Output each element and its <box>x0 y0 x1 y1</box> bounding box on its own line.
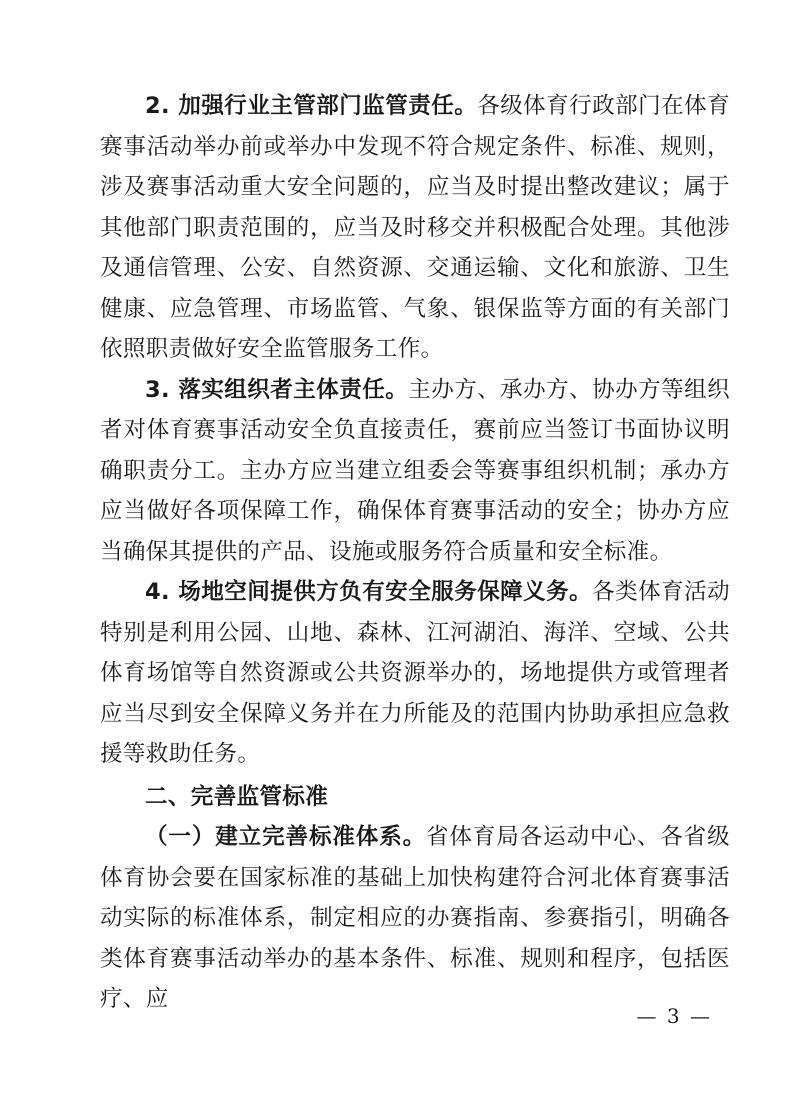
paragraph-body: 各类体育活动特别是利用公园、山地、森林、江河湖泊、海洋、空域、公共体育场馆等自然资源或公共资源举办的，场地提供方或管理者应当尽到安全保障义务并在力所能及的范围内协助承担应急救援等救助任务。 <box>100 579 731 767</box>
paragraph-body: 主办方、承办方、协办方等组织者对体育赛事活动安全负直接责任，赛前应当签订书面协议明确职责分工。主办方应当建立组委会等赛事组织机制；承办方应当做好各项保障工作，确保体育赛事活动的安全；协办方应当确保其提供的产品、设施或服务符合质量和安全标准。 <box>100 376 730 565</box>
paragraph-body: 各级体育行政部门在体育赛事活动举办前或举办中发现不符合规定条件、标准、规则，涉及赛事活动重大安全问题的，应当及时提出整改建议；属于其他部门职责范围的，应当及时移交并积极配合处理。其他涉及通信管理、公安、自然资源、交通运输、文化和旅游、卫生健康、应急管理、市场监管、气象、银保监等方面的有关部门依照职责做好安全监管服务工作。 <box>100 93 731 362</box>
document-page <box>100 86 730 1020</box>
page-number: — 3 — <box>636 1004 712 1028</box>
section-heading <box>100 777 730 818</box>
paragraph-lead: 2. 加强行业主管部门监管责任。 <box>145 93 478 119</box>
paragraph-body: 省体育局各运动中心、各省级体育协会要在国家标准的基础上加快构建符合河北体育赛事活动实际的标准体系，制定相应的办赛指南、参赛指引，明确各类体育赛事活动举办的基本条件、标准、规则和程序，包括医疗、应 <box>100 824 730 1012</box>
paragraph-lead: （一）建立完善标准体系。 <box>145 824 427 850</box>
paragraph-industry-supervision <box>100 86 730 370</box>
paragraph-standard-system <box>100 817 730 1020</box>
paragraph-lead: 3. 落实组织者主体责任。 <box>145 376 409 403</box>
paragraph-organizer-responsibility <box>100 370 730 573</box>
paragraph-lead: 4. 场地空间提供方负有安全服务保障义务。 <box>145 579 593 605</box>
paragraph-venue-provider <box>100 572 730 775</box>
section-heading-text: 二、完善监管标准 <box>145 783 329 810</box>
